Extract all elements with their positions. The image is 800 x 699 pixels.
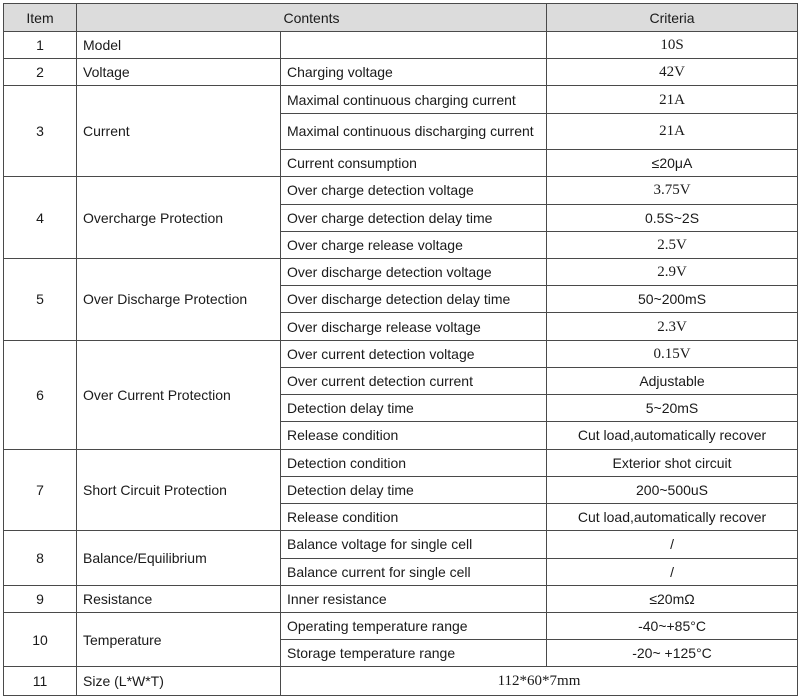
row-number: 3 <box>4 86 77 177</box>
content-item: Detection delay time <box>281 476 547 503</box>
criteria-value: 2.3V <box>547 313 798 340</box>
row-category: Over Current Protection <box>77 340 281 449</box>
row-number: 9 <box>4 585 77 612</box>
header-criteria: Criteria <box>547 4 798 32</box>
table-row <box>4 32 798 59</box>
row-number: 1 <box>4 32 77 59</box>
criteria-value: ≤20μA <box>547 150 798 177</box>
content-item: Over discharge release voltage <box>281 313 547 340</box>
table-row <box>4 585 798 612</box>
row-category: Voltage <box>77 59 281 86</box>
table-row <box>4 667 798 696</box>
content-item: Over current detection voltage <box>281 340 547 367</box>
criteria-value: 42V <box>547 59 798 86</box>
content-item: Over charge release voltage <box>281 231 547 258</box>
content-item: Over discharge detection delay time <box>281 286 547 313</box>
criteria-value: 21A <box>547 86 798 113</box>
criteria-value: / <box>547 531 798 558</box>
table-row <box>4 340 798 367</box>
row-number: 11 <box>4 667 77 696</box>
criteria-value: 5~20mS <box>547 395 798 422</box>
header-contents: Contents <box>77 4 547 32</box>
row-category: Overcharge Protection <box>77 177 281 259</box>
content-item: Operating temperature range <box>281 613 547 640</box>
criteria-value: ≤20mΩ <box>547 585 798 612</box>
criteria-value: 2.5V <box>547 231 798 258</box>
row-category: Current <box>77 86 281 177</box>
content-item: Release condition <box>281 422 547 449</box>
table-row <box>4 86 798 113</box>
content-item: Over charge detection voltage <box>281 177 547 204</box>
row-category: Resistance <box>77 585 281 612</box>
criteria-value: 112*60*7mm <box>281 667 798 696</box>
row-number: 4 <box>4 177 77 259</box>
criteria-value: -20~ +125°C <box>547 640 798 667</box>
criteria-value: Cut load,automatically recover <box>547 422 798 449</box>
spec-table <box>3 3 798 696</box>
row-number: 5 <box>4 258 77 340</box>
row-number: 7 <box>4 449 77 531</box>
row-number: 6 <box>4 340 77 449</box>
content-item: Over current detection current <box>281 367 547 394</box>
content-item: Maximal continuous charging current <box>281 86 547 113</box>
table-row <box>4 531 798 558</box>
content-item: Over discharge detection voltage <box>281 258 547 285</box>
criteria-value: 21A <box>547 113 798 149</box>
content-item: Maximal continuous discharging current <box>281 113 547 149</box>
criteria-value: 3.75V <box>547 177 798 204</box>
spec-body <box>4 32 798 696</box>
criteria-value: 50~200mS <box>547 286 798 313</box>
content-item: Balance voltage for single cell <box>281 531 547 558</box>
row-category: Balance/Equilibrium <box>77 531 281 585</box>
table-row <box>4 258 798 285</box>
criteria-value: -40~+85°C <box>547 613 798 640</box>
row-number: 10 <box>4 613 77 667</box>
content-item: Charging voltage <box>281 59 547 86</box>
criteria-value: / <box>547 558 798 585</box>
content-item: Over charge detection delay time <box>281 204 547 231</box>
content-item <box>281 32 547 59</box>
content-item: Storage temperature range <box>281 640 547 667</box>
criteria-value: 200~500uS <box>547 476 798 503</box>
row-category: Model <box>77 32 281 59</box>
content-item: Balance current for single cell <box>281 558 547 585</box>
criteria-value: Adjustable <box>547 367 798 394</box>
table-row <box>4 613 798 640</box>
row-category: Over Discharge Protection <box>77 258 281 340</box>
content-item: Inner resistance <box>281 585 547 612</box>
row-category: Temperature <box>77 613 281 667</box>
criteria-value: Exterior shot circuit <box>547 449 798 476</box>
row-category: Short Circuit Protection <box>77 449 281 531</box>
content-item: Detection condition <box>281 449 547 476</box>
row-number: 8 <box>4 531 77 585</box>
row-category: Size (L*W*T) <box>77 667 281 696</box>
table-row <box>4 177 798 204</box>
criteria-value: 0.5S~2S <box>547 204 798 231</box>
table-row <box>4 59 798 86</box>
criteria-value: Cut load,automatically recover <box>547 504 798 531</box>
content-item: Current consumption <box>281 150 547 177</box>
criteria-value: 0.15V <box>547 340 798 367</box>
row-number: 2 <box>4 59 77 86</box>
header-item: Item <box>4 4 77 32</box>
content-item: Detection delay time <box>281 395 547 422</box>
criteria-value: 2.9V <box>547 258 798 285</box>
criteria-value: 10S <box>547 32 798 59</box>
header-row <box>4 4 798 32</box>
table-row <box>4 449 798 476</box>
content-item: Release condition <box>281 504 547 531</box>
